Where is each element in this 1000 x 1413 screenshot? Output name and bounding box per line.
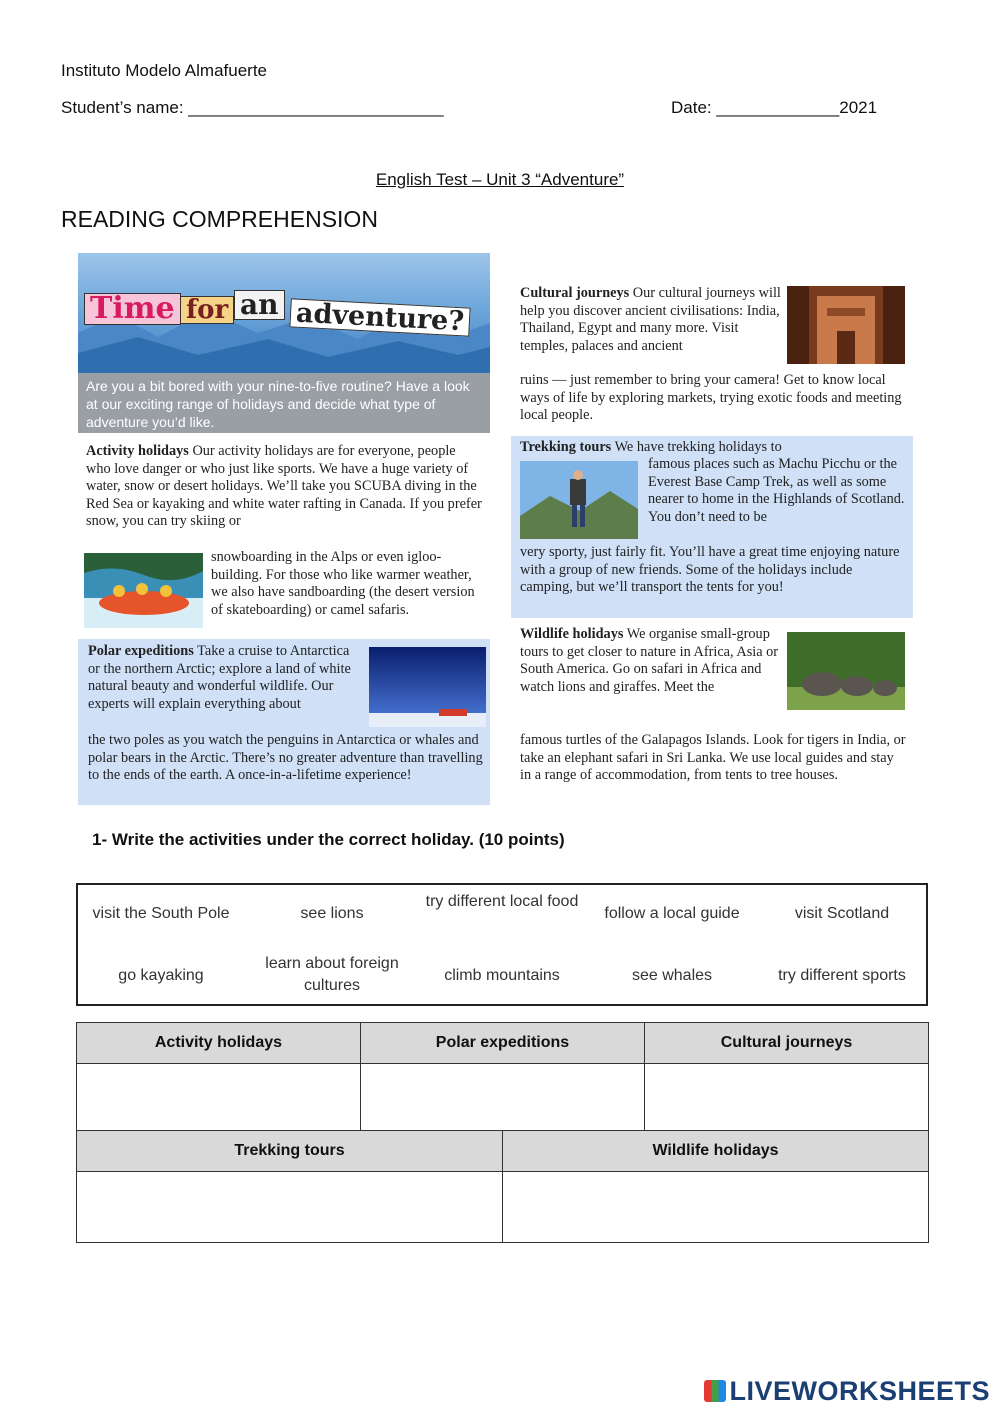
answer-cell-activity[interactable] — [77, 1064, 361, 1135]
polar-text-bottom: the two poles as you watch the penguins in Antarctica or whales and polar bears in the Arctic. There’s no greater adventure than travelling to the ends of the earth. A once-in-a-lifetime experience! — [88, 732, 483, 783]
header-activity-holidays: Activity holidays — [77, 1023, 361, 1064]
trekker-photo — [520, 461, 638, 539]
answer-cell-trekking[interactable] — [77, 1172, 503, 1243]
section-title: READING COMPREHENSION — [61, 206, 378, 232]
word-option[interactable]: try different local food — [425, 893, 579, 910]
activity-heading: Activity holidays — [86, 443, 189, 459]
activity-text-side: snowboarding in the Alps or even igloo-building. For those who like warmer weather, we also have sandboarding (the desert version of skateboarding) or camel safaris. — [211, 549, 475, 618]
elephants-photo — [787, 632, 905, 710]
wildlife-text-side: Wildlife holidays We organise small-group tours to get closer to nature in Africa, Asia or South America. Go on safari in Africa and watch lions and giraffes. Meet the — [520, 626, 779, 695]
header-trekking-tours: Trekking tours — [77, 1131, 503, 1172]
answer-table-top — [76, 1022, 929, 1135]
word-option[interactable]: climb mountains — [444, 967, 560, 984]
cultural-heading: Cultural journeys — [520, 285, 630, 301]
word-option[interactable]: learn about foreign cultures — [265, 955, 399, 994]
trekking-text-bottom: very sporty, just fairly fit. You’ll have a great time enjoying nature with a group of new friends. Some of the holidays include camping, but we’ll transport the tents for you! — [520, 544, 900, 595]
rafting-photo — [84, 553, 203, 628]
word-option[interactable]: go kayaking — [118, 967, 204, 984]
student-name-field: Student’s name: ___________________________ — [61, 98, 444, 117]
word-option[interactable]: visit Scotland — [794, 905, 890, 922]
question-title: 1- Write the activities under the correct holiday. (10 points) — [92, 830, 565, 849]
logo-icon — [704, 1380, 726, 1402]
school-name: Instituto Modelo Almafuerte — [61, 61, 268, 80]
answer-cell-wildlife[interactable] — [503, 1172, 929, 1243]
answer-cell-cultural[interactable] — [645, 1064, 929, 1135]
wildlife-text-bottom: famous turtles of the Galapagos Islands. Look for tigers in India, or take an elephant safari in Sri Lanka. We use local guides and stay in a range of accommodation, from tents to tree houses. — [520, 732, 906, 783]
trekking-heading: Trekking tours — [520, 439, 612, 455]
trekking-text-side: famous places such as Machu Picchu or the Everest Base Camp Trek, as well as some nearer to home in the Highlands of Scotland. You don’t need to be — [648, 456, 905, 525]
title-word-time: Time — [84, 293, 181, 325]
header-wildlife-holidays: Wildlife holidays — [503, 1131, 929, 1172]
date-field: Date: _____________2021 — [671, 98, 878, 117]
word-option[interactable]: follow a local guide — [604, 905, 740, 922]
trekking-text-top: Trekking tours We have trekking holidays to — [520, 439, 782, 455]
petra-photo — [787, 286, 905, 364]
cultural-text-side: Cultural journeys Our cultural journeys will help you discover ancient civilisations: India, Thailand, Egypt and many more. Visit temples, palaces and ancient — [520, 285, 781, 354]
answer-cell-polar[interactable] — [360, 1064, 644, 1135]
title-word-for: for — [180, 296, 234, 324]
test-title: English Test – Unit 3 “Adventure” — [375, 170, 625, 189]
polar-heading: Polar expeditions — [88, 643, 194, 659]
word-option[interactable]: see whales — [631, 967, 713, 984]
word-option[interactable]: try different sports — [778, 967, 906, 984]
title-word-an: an — [234, 290, 285, 320]
polar-photo — [369, 647, 486, 727]
wildlife-heading: Wildlife holidays — [520, 626, 624, 642]
activity-text-top: Activity holidays Our activity holidays are for everyone, people who love danger or who just like sports. We have a huge variety of water, snow or desert holidays. We’ll take you SCUBA diving in the Red Sea or kayaking and white water rafting in Canada. If you prefer snow, you can try skiing or — [86, 443, 482, 529]
word-option[interactable]: see lions — [300, 905, 364, 922]
liveworksheets-logo: LIVEWORKSHEETS — [704, 1376, 990, 1407]
word-option[interactable]: visit the South Pole — [92, 905, 230, 922]
header-polar-expeditions: Polar expeditions — [360, 1023, 644, 1064]
cultural-text-bottom: ruins — just remember to bring your camera! Get to know local ways of life by exploring markets, trying exotic foods and meeting local people. — [520, 372, 902, 423]
intro-text: Are you a bit bored with your nine-to-five routine? Have a look at our exciting range of holidays and decide what type of adventure you’d like. — [78, 373, 490, 433]
header-cultural-journeys: Cultural journeys — [645, 1023, 929, 1064]
title-word-adventure: adventure? — [289, 298, 470, 336]
polar-text-side: Polar expeditions Take a cruise to Antarctica or the northern Arctic; explore a land of white natural beauty and wonderful wildlife. Our experts will explain everything about — [88, 643, 351, 712]
answer-table-bottom — [76, 1130, 929, 1243]
